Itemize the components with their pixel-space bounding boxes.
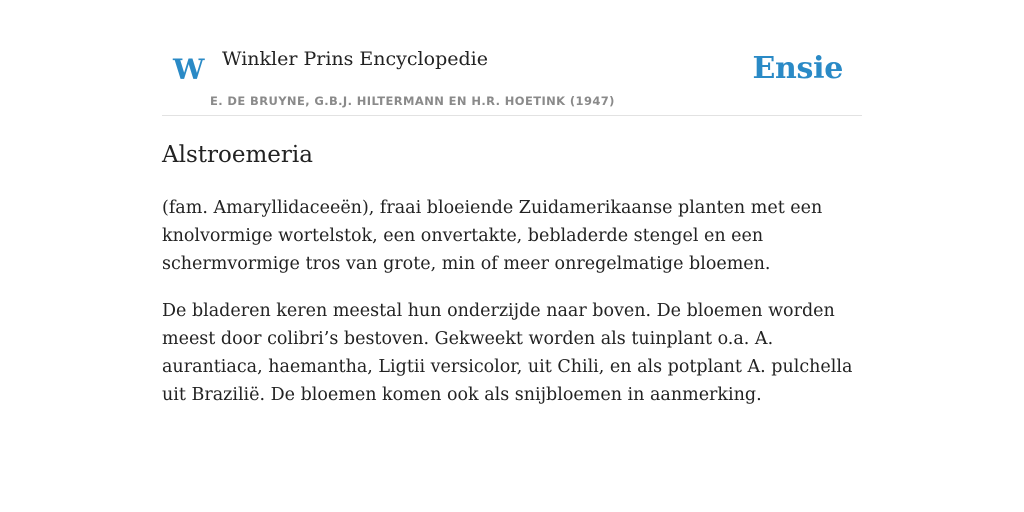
source-header — [162, 40, 862, 116]
source-logo[interactable]: W — [173, 53, 205, 86]
article-paragraph-1: (fam. Amaryllidaceeën), fraai bloeiende Zuidamerikaanse planten met een knolvormige wortelstok, een onvertakte, bebladerde stengel en een schermvormige tros van grote, min of meer onregelmatige bloemen. — [162, 198, 823, 274]
ensie-logo[interactable]: Ensie — [752, 51, 843, 86]
article-paragraph-2: De bladeren keren meestal hun onderzijde naar boven. De bloemen worden meest door colibri’s bestoven. Gekweekt worden als tuinplant o.a. A. aurantiaca, haemantha, Ligtii versicolor, uit Chili, en als potplant A. pulchella uit Brazilië. De bloemen komen ook als snijbloemen in aanmerking. — [162, 301, 853, 405]
article-title: Alstroemeria — [162, 142, 313, 168]
source-authors: E. DE BRUYNE, G.B.J. HILTERMANN EN H.R. HOETINK (1947) — [210, 94, 615, 108]
entry-container — [162, 40, 862, 409]
source-title[interactable]: Winkler Prins Encyclopedie — [222, 48, 488, 70]
